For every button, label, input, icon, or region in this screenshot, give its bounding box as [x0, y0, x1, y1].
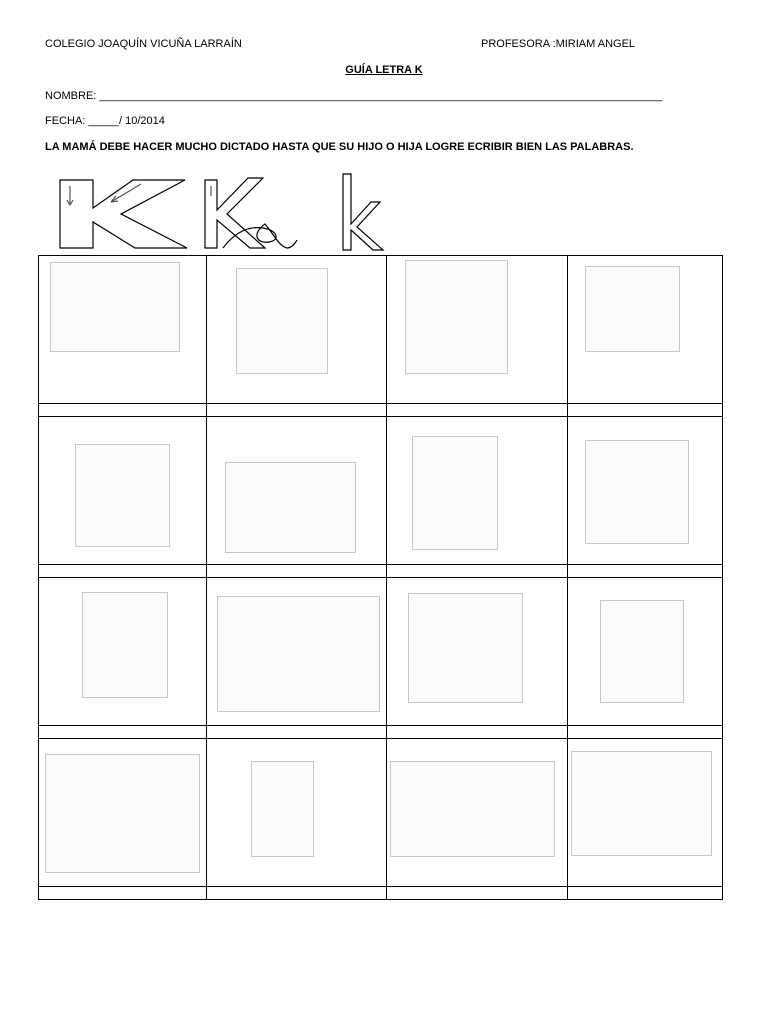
- writing-cell: [207, 887, 387, 900]
- kiosk-image: [50, 262, 180, 352]
- japan-korea-map-image: [571, 751, 712, 856]
- letter-k-uppercase-outline: [205, 178, 265, 248]
- kuwait-map-image: [390, 761, 555, 857]
- car-on-road-image: [408, 593, 523, 703]
- writing-row: [39, 726, 723, 739]
- date-field: FECHA: _____/ 10/2014: [45, 115, 165, 127]
- letter-k-uppercase-guide: [60, 180, 187, 248]
- kayak-image: [45, 754, 200, 873]
- koala-image: [585, 440, 689, 544]
- one-kilo-weight-image: [251, 761, 314, 857]
- kimono-image: [75, 444, 170, 547]
- letter-k-strip: [55, 172, 395, 254]
- writing-row: [39, 404, 723, 417]
- school-name: COLEGIO JOAQUÍN VICUÑA LARRAÍN: [45, 38, 242, 50]
- writing-row: [39, 565, 723, 578]
- kerosene-can-image: [412, 436, 498, 550]
- writing-cell: [39, 404, 207, 417]
- writing-cell: [207, 565, 387, 578]
- name-field: NOMBRE: ____________________________________________________________________________________________: [45, 90, 663, 102]
- kilo-scale-image: [82, 592, 168, 698]
- writing-cell: [568, 565, 723, 578]
- kiwi-fruit-image: [225, 462, 356, 553]
- writing-cell: [387, 887, 568, 900]
- letter-k-lowercase-outline: [343, 174, 383, 250]
- writing-cell: [387, 726, 568, 739]
- writing-row: [39, 887, 723, 900]
- instruction-text: LA MAMÁ DEBE HACER MUCHO DICTADO HASTA QUE SU HIJO O HIJA LOGRE ECRIBIR BIEN LAS PALABRAS.: [45, 141, 634, 153]
- writing-cell: [568, 726, 723, 739]
- writing-cell: [568, 404, 723, 417]
- kermesse-scene-image: [217, 596, 380, 712]
- ketchup-bottle-image: [585, 266, 680, 352]
- page-title: GUÍA LETRA K: [345, 64, 423, 76]
- boy-with-cap-image: [600, 600, 684, 703]
- karate-kick-image: [236, 268, 328, 374]
- writing-cell: [387, 404, 568, 417]
- writing-cell: [39, 726, 207, 739]
- writing-cell: [387, 565, 568, 578]
- teacher-name: PROFESORA :MIRIAM ANGEL: [481, 38, 636, 50]
- writing-cell: [39, 565, 207, 578]
- writing-cell: [207, 726, 387, 739]
- karate-kid-image: [405, 260, 508, 374]
- writing-cell: [39, 887, 207, 900]
- writing-cell: [207, 404, 387, 417]
- writing-cell: [568, 887, 723, 900]
